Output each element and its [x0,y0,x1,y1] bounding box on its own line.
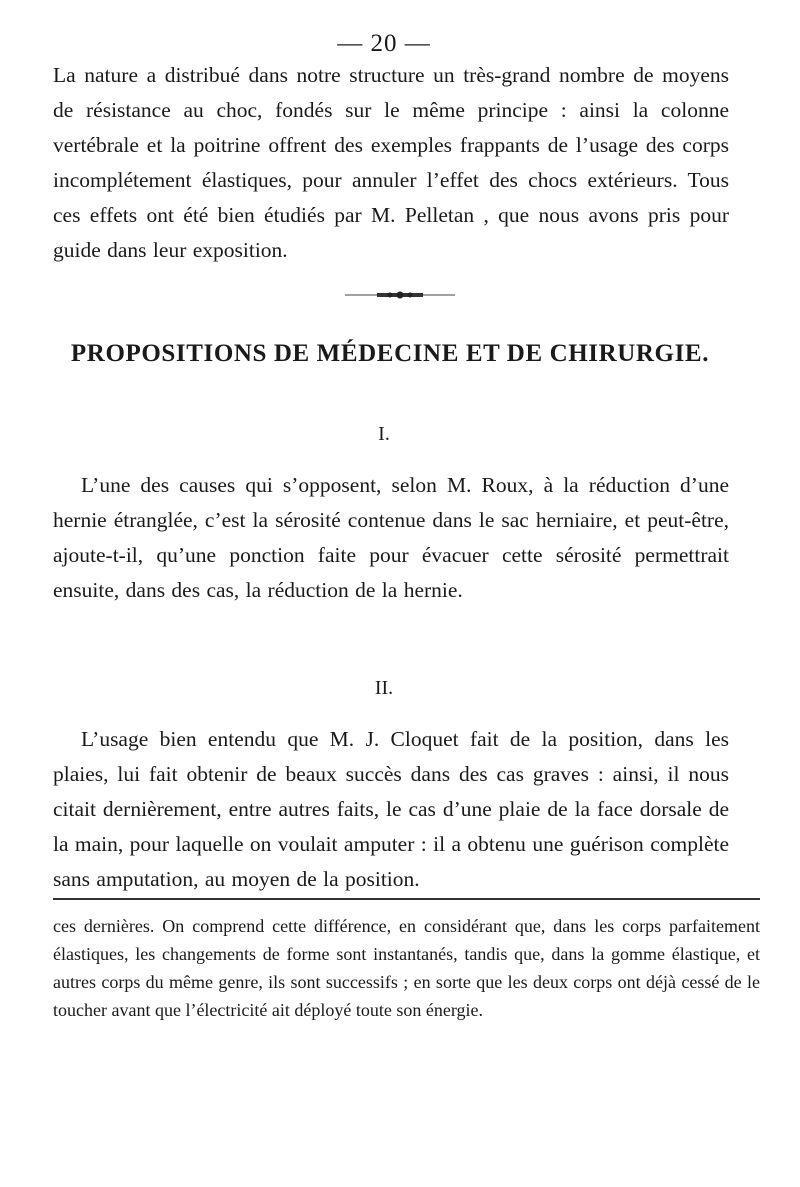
ornament-rule-icon [345,290,455,300]
proposition-text-2: L’usage bien entendu que M. J. Cloquet fait de la position, dans les plaies, lui fait obtenir de beaux succès dans des cas graves : ainsi, il nous citait dernièrement, entre autres faits, le cas d’une plaie de la face dorsale de la main, pour laquelle on voulait amputer : il a obtenu une guérison complète sans amputation, au moyen de la position. [53,727,729,891]
intro-paragraph: La nature a distribué dans notre structure un très-grand nombre de moyens de résistance au choc, fondés sur le même principe : ainsi la colonne vertébrale et la poitrine offrent des exemples frappants de l’usage des corps incomplétement élastiques, pour annuler l’effet des chocs extérieurs. Tous ces effets ont été bien étudiés par M. Pelletan , que nous avons pris pour guide dans leur exposition. [53,63,729,262]
proposition-numeral-1: I. [378,423,390,445]
fleuron-ornament [0,290,800,302]
proposition-text-1: L’une des causes qui s’opposent, selon M. Roux, à la réduction d’une hernie étranglée, c’est la sérosité contenue dans le sac herniaire, et peut-être, ajoute-t-il, qu’une ponction faite pour évacuer cette sérosité permettrait ensuite, dans des cas, la réduction de la hernie. [53,473,729,602]
proposition-numeral-2: II. [374,677,394,699]
page-number: — 20 — [337,30,431,57]
footnote-divider [53,898,760,900]
section-title: PROPOSITIONS DE MÉDECINE ET DE CHIRURGIE. [70,340,710,367]
footnote-text: ces dernières. On comprend cette différence, en considérant que, dans les corps parfaitement élastiques, les changements de forme sont instantanés, tandis que, dans la gomme élastique, et autres corps du même genre, ils sont successifs ; en sorte que les deux corps ont déjà cessé de le toucher avant que l’électricité ait déployé toute son énergie. [53,916,760,1020]
